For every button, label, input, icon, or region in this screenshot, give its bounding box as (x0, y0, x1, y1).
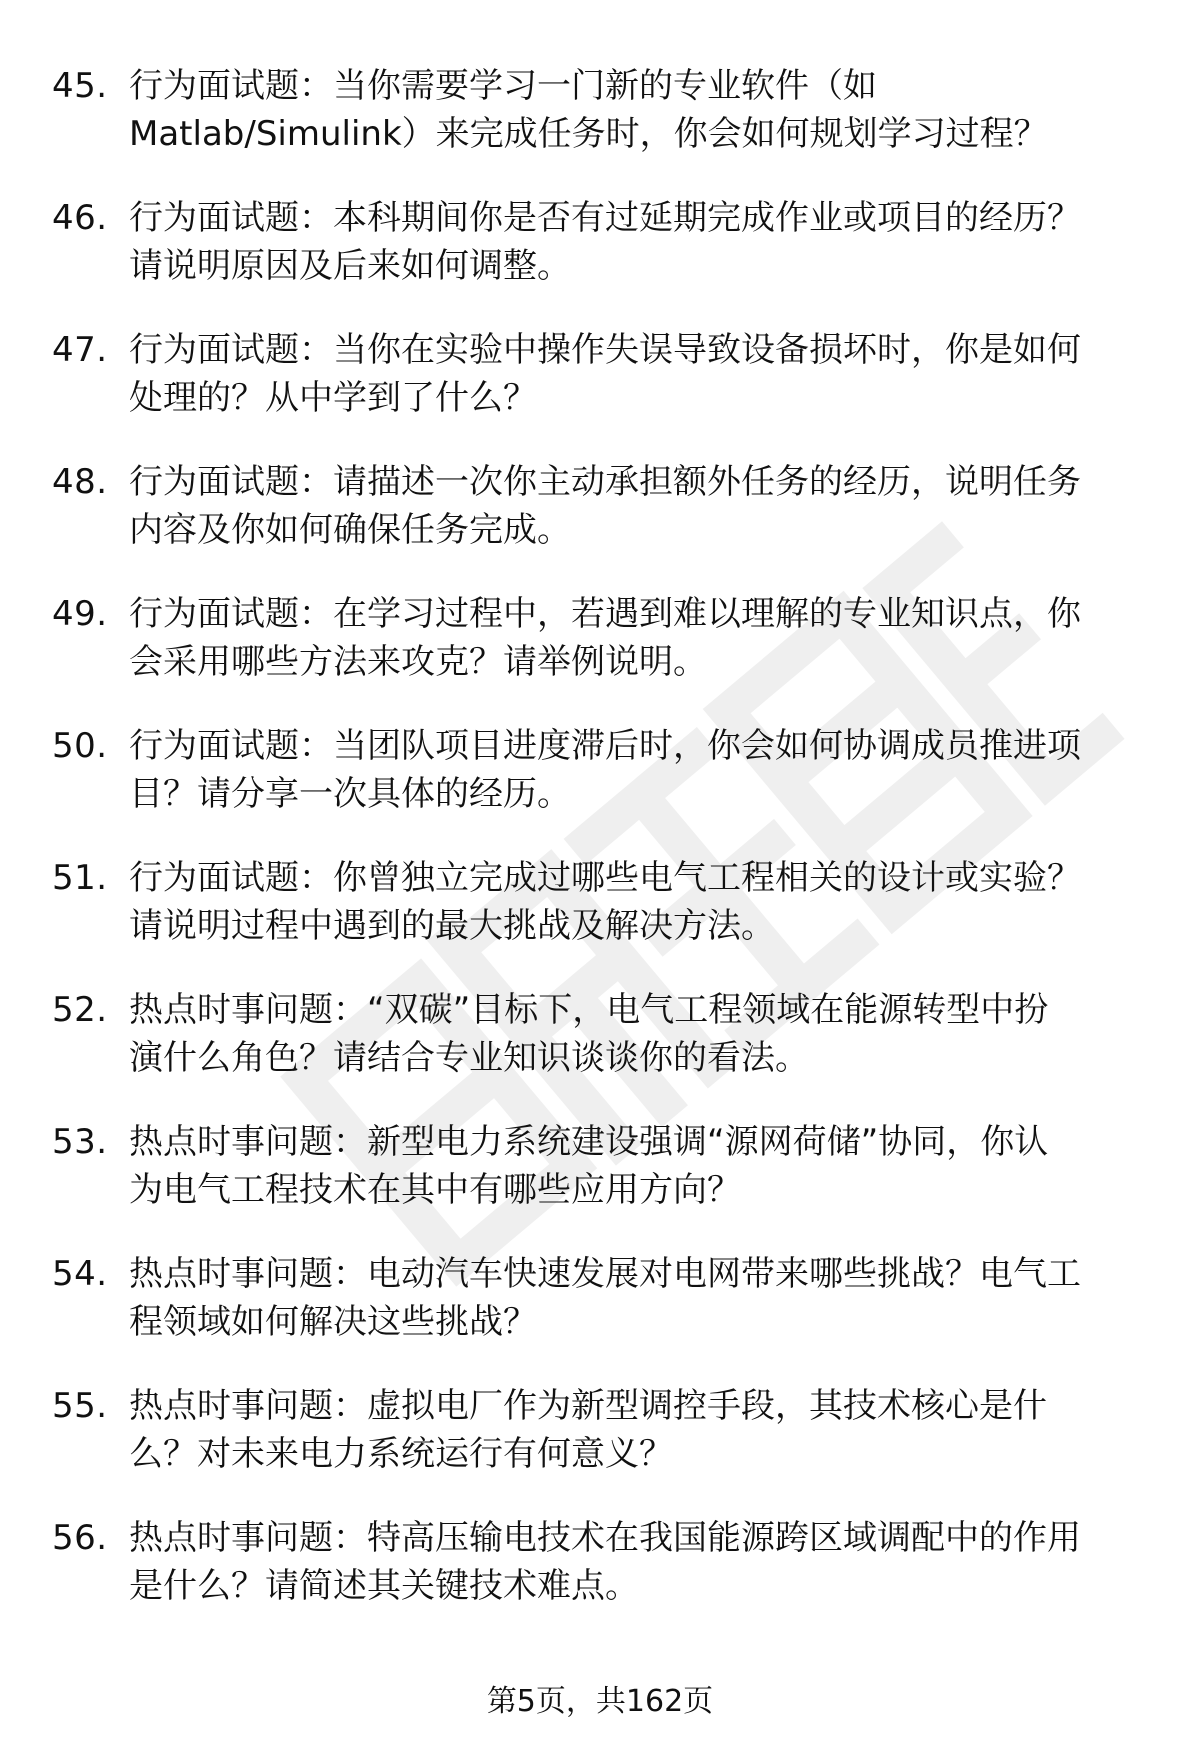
question-text-line: 行为面试题：请描述一次你主动承担额外任务的经历，说明任务 (129, 462, 1081, 502)
question-text-line: 行为面试题：你曾独立完成过哪些电气工程相关的设计或实验？ (129, 858, 1081, 898)
question-text (129, 590, 1142, 686)
question-item (52, 62, 1142, 194)
question-number: 47. (52, 330, 108, 370)
question-text-line: 处理的？从中学到了什么？ (129, 378, 537, 418)
question-text-line: 行为面试题：当你在实验中操作失误导致设备损坏时，你是如何 (129, 330, 1081, 370)
question-number: 51. (52, 858, 108, 898)
question-text (129, 458, 1142, 554)
question-text-line: 热点时事问题：虚拟电厂作为新型调控手段，其技术核心是什 (129, 1386, 1047, 1426)
question-number: 52. (52, 990, 108, 1030)
question-number: 56. (52, 1518, 108, 1558)
question-text-line: 么？对未来电力系统运行有何意义？ (129, 1434, 673, 1474)
question-text (129, 62, 1142, 158)
question-item (52, 1514, 1142, 1646)
question-item (52, 722, 1142, 854)
question-text-line: Matlab/Simulink）来完成任务时，你会如何规划学习过程？ (129, 114, 1048, 154)
question-item (52, 1118, 1142, 1250)
question-number: 55. (52, 1386, 108, 1426)
question-text (129, 854, 1142, 950)
question-number: 48. (52, 462, 108, 502)
question-item (52, 1250, 1142, 1382)
question-text-line: 会采用哪些方法来攻克？请举例说明。 (129, 642, 707, 682)
question-item (52, 194, 1142, 326)
question-text (129, 194, 1142, 290)
question-text (129, 1382, 1142, 1478)
question-item (52, 458, 1142, 590)
question-number: 53. (52, 1122, 108, 1162)
question-text-line: 行为面试题：本科期间你是否有过延期完成作业或项目的经历？ (129, 198, 1081, 238)
question-text-line: 热点时事问题：电动汽车快速发展对电网带来哪些挑战？电气工 (129, 1254, 1081, 1294)
question-text-line: 请说明过程中遇到的最大挑战及解决方法。 (129, 906, 775, 946)
question-item (52, 854, 1142, 986)
question-text (129, 1118, 1142, 1214)
question-list (52, 62, 1142, 1646)
question-text-line: 热点时事问题：新型电力系统建设强调“源网荷储”协同，你认 (129, 1122, 1049, 1162)
question-item (52, 590, 1142, 722)
question-item (52, 326, 1142, 458)
question-text-line: 行为面试题：在学习过程中，若遇到难以理解的专业知识点，你 (129, 594, 1081, 634)
question-text-line: 请说明原因及后来如何调整。 (129, 246, 571, 286)
question-text-line: 目？请分享一次具体的经历。 (129, 774, 571, 814)
question-text-line: 行为面试题：当你需要学习一门新的专业软件（如 (129, 66, 877, 106)
question-number: 45. (52, 66, 108, 106)
question-text-line: 内容及你如何确保任务完成。 (129, 510, 571, 550)
question-text (129, 1250, 1142, 1346)
question-text-line: 热点时事问题：“双碳”目标下，电气工程领域在能源转型中扮 (129, 990, 1049, 1030)
page-number: 第5页，共162页 (486, 1684, 714, 1719)
question-text (129, 986, 1142, 1082)
question-text-line: 是什么？请简述其关键技术难点。 (129, 1566, 639, 1606)
question-text (129, 326, 1142, 422)
question-item (52, 986, 1142, 1118)
question-text-line: 演什么角色？请结合专业知识谈谈你的看法。 (129, 1038, 809, 1078)
question-number: 46. (52, 198, 108, 238)
question-text-line: 热点时事问题：特高压输电技术在我国能源跨区域调配中的作用 (129, 1518, 1081, 1558)
question-number: 49. (52, 594, 108, 634)
question-number: 50. (52, 726, 108, 766)
question-text-line: 程领域如何解决这些挑战？ (129, 1302, 537, 1342)
question-text-line: 为电气工程技术在其中有哪些应用方向？ (129, 1170, 741, 1210)
question-number: 54. (52, 1254, 108, 1294)
question-text (129, 722, 1142, 818)
question-text (129, 1514, 1142, 1610)
question-text-line: 行为面试题：当团队项目进度滞后时，你会如何协调成员推进项 (129, 726, 1081, 766)
question-item (52, 1382, 1142, 1514)
